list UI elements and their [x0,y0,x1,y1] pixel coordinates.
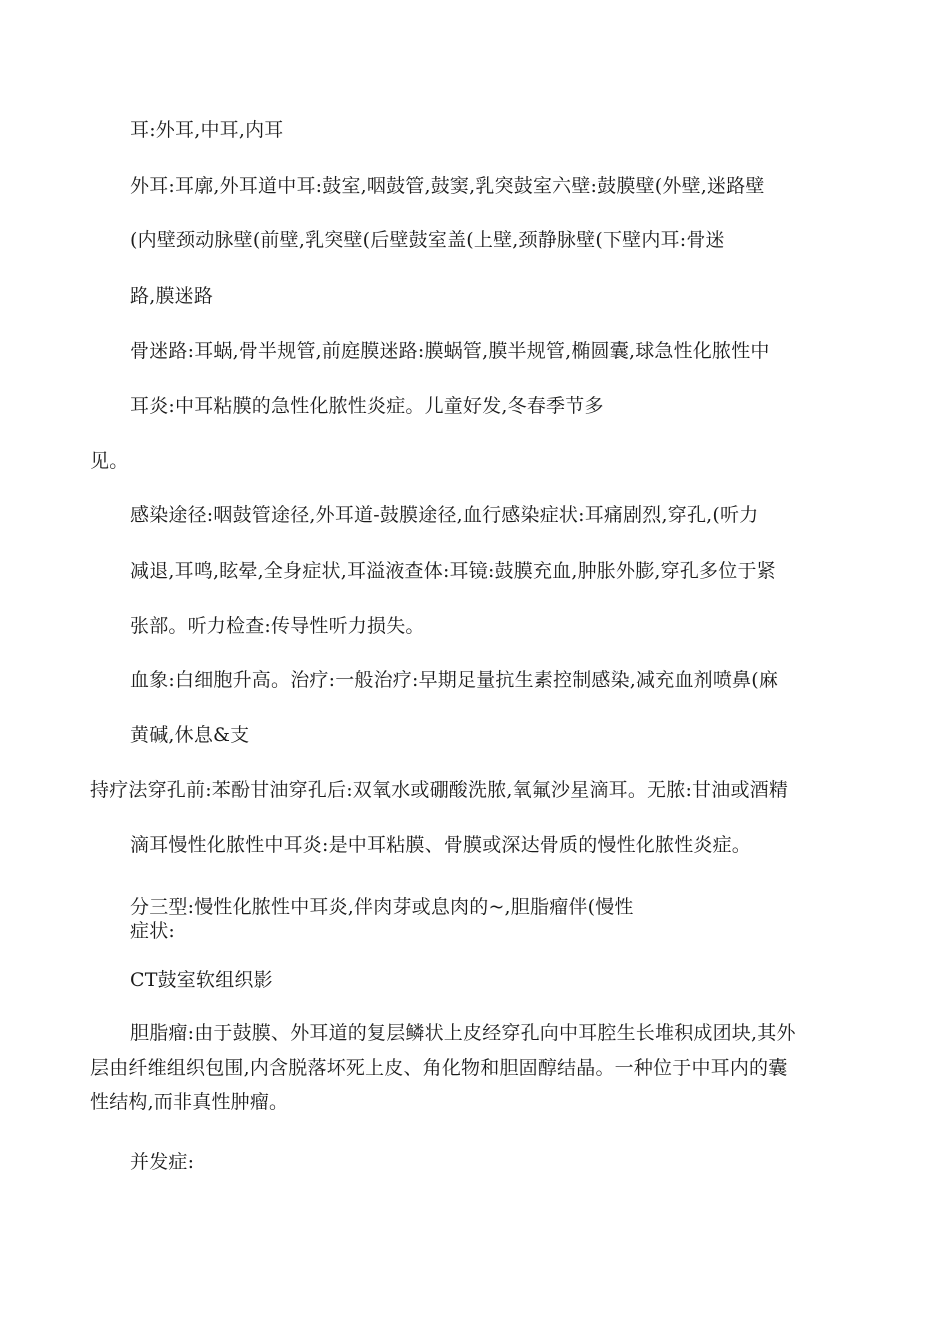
text-line: CT鼓室软组织影 [130,969,273,991]
text-line: (内壁颈动脉壁(前壁,乳突壁(后壁鼓室盖(上壁,颈静脉壁(下壁内耳:骨迷 [130,229,725,251]
text-line: 血象:白细胞升高。治疗:一般治疗:早期足量抗生素控制感染,减充血剂喷鼻(麻 [130,669,779,691]
text-line: 减退,耳鸣,眩晕,全身症状,耳溢液查体:耳镜:鼓膜充血,肿胀外膨,穿孔多位于紧 [130,560,776,582]
text-line: 路,膜迷路 [130,285,214,307]
text-line: 张部。听力检查:传导性听力损失。 [130,615,425,637]
text-line: 分三型:慢性化脓性中耳炎,伴肉芽或息肉的~,胆脂瘤伴(慢性 [130,896,634,918]
text-line: 感染途径:咽鼓管途径,外耳道-鼓膜途径,血行感染症状:耳痛剧烈,穿孔,(听力 [130,504,759,526]
text-line: 性结构,而非真性肿瘤。 [90,1091,289,1113]
text-line: 黄碱,休息&支 [130,724,250,746]
text-line: 滴耳慢性化脓性中耳炎:是中耳粘膜、骨膜或深达骨质的慢性化脓性炎症。 [130,834,752,856]
text-line: 骨迷路:耳蜗,骨半规管,前庭膜迷路:膜蜗管,膜半规管,椭圆囊,球急性化脓性中 [130,340,770,362]
text-line: 见。 [90,450,129,472]
text-line: 层由纤维组织包围,内含脱落坏死上皮、角化物和胆固醇结晶。一种位于中耳内的囊 [90,1057,788,1079]
text-line: 外耳:耳廓,外耳道中耳:鼓室,咽鼓管,鼓窦,乳突鼓室六壁:鼓膜壁(外壁,迷路壁 [130,175,765,197]
text-line: 症状: [130,920,176,942]
text-line: 耳:外耳,中耳,内耳 [130,119,284,141]
text-line: 胆脂瘤:由于鼓膜、外耳道的复层鳞状上皮经穿孔向中耳腔生长堆积成团块,其外 [130,1022,796,1044]
text-line: 持疗法穿孔前:苯酚甘油穿孔后:双氧水或硼酸洗脓,氧氟沙星滴耳。无脓:甘油或酒精 [90,779,789,801]
text-line: 耳炎:中耳粘膜的急性化脓性炎症。儿童好发,冬春季节多 [130,395,604,417]
text-line: 并发症: [130,1151,195,1173]
